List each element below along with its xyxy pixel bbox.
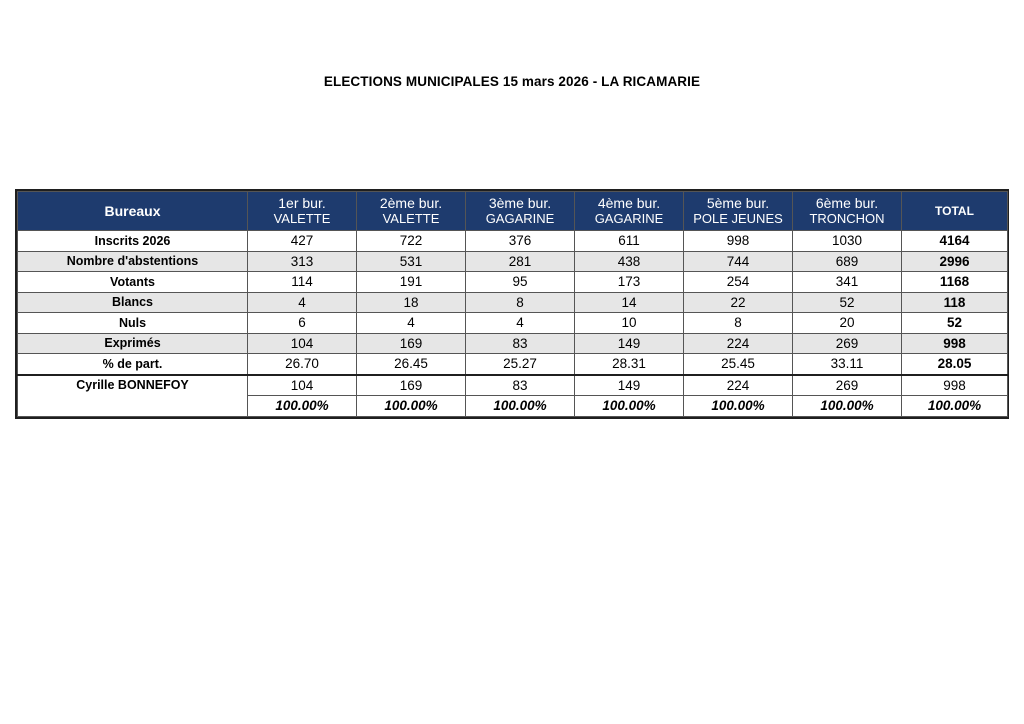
table-cell: 281: [466, 251, 575, 272]
table-cell: 341: [793, 272, 902, 293]
total-cell: 1168: [902, 272, 1008, 293]
table-cell: 25.45: [684, 354, 793, 375]
table-cell: 313: [248, 251, 357, 272]
table-cell: 26.70: [248, 354, 357, 375]
header-bureau-3: [466, 192, 575, 231]
table-cell: 100.00%: [575, 396, 684, 417]
table-cell: 4: [357, 313, 466, 334]
table-cell: 18: [357, 292, 466, 313]
bureau-location: VALETTE: [273, 211, 331, 226]
table-cell: 8: [466, 292, 575, 313]
row-nuls: [18, 313, 1008, 334]
table-cell: 95: [466, 272, 575, 293]
table-cell: 254: [684, 272, 793, 293]
table-cell: 100.00%: [357, 396, 466, 417]
total-cell: 998: [902, 375, 1008, 396]
table-cell: 149: [575, 333, 684, 354]
table-cell: 104: [248, 375, 357, 396]
table-cell: 611: [575, 231, 684, 252]
bureau-location: GAGARINE: [594, 211, 664, 226]
bureau-number: 6ème bur.: [815, 195, 879, 211]
table-cell: 100.00%: [793, 396, 902, 417]
table-cell: 26.45: [357, 354, 466, 375]
table-cell: 169: [357, 333, 466, 354]
table-cell: 6: [248, 313, 357, 334]
header-total: TOTAL: [902, 192, 1008, 231]
table-cell: 8: [684, 313, 793, 334]
table-cell: 224: [684, 333, 793, 354]
row-label: Nombre d'abstentions: [18, 251, 248, 272]
table-cell: 14: [575, 292, 684, 313]
total-cell: 2996: [902, 251, 1008, 272]
bureau-number: 4ème bur.: [597, 195, 661, 211]
bureau-location: TRONCHON: [809, 211, 885, 226]
table-cell: 149: [575, 375, 684, 396]
total-cell: 4164: [902, 231, 1008, 252]
row-votants: [18, 272, 1008, 293]
row-participation: [18, 354, 1008, 375]
table-cell: 269: [793, 375, 902, 396]
table-cell: 52: [793, 292, 902, 313]
bureau-location: POLE JEUNES: [693, 211, 783, 226]
bureau-number: 1er bur.: [278, 195, 326, 211]
table-cell: 33.11: [793, 354, 902, 375]
row-label: Inscrits 2026: [18, 231, 248, 252]
table-cell: 427: [248, 231, 357, 252]
row-blancs: [18, 292, 1008, 313]
row-label: Nuls: [18, 313, 248, 334]
table-cell: 744: [684, 251, 793, 272]
row-abstentions: [18, 251, 1008, 272]
total-cell: 118: [902, 292, 1008, 313]
table-cell: 100.00%: [684, 396, 793, 417]
row-label: Votants: [18, 272, 248, 293]
total-cell: 100.00%: [902, 396, 1008, 417]
header-bureaux: Bureaux: [18, 192, 248, 231]
table-cell: 4: [466, 313, 575, 334]
row-candidate-votes: [18, 375, 1008, 396]
table-cell: 689: [793, 251, 902, 272]
row-inscrits: [18, 231, 1008, 252]
bureau-number: 3ème bur.: [488, 195, 552, 211]
table-cell: 531: [357, 251, 466, 272]
header-row: [18, 192, 1008, 231]
bureau-location: VALETTE: [382, 211, 440, 226]
table-cell: 83: [466, 375, 575, 396]
document-title: ELECTIONS MUNICIPALES 15 mars 2026 - LA RICAMARIE: [323, 74, 701, 89]
table-cell: 20: [793, 313, 902, 334]
header-bureau-4: [575, 192, 684, 231]
table-cell: 269: [793, 333, 902, 354]
table-cell: 104: [248, 333, 357, 354]
total-cell: 28.05: [902, 354, 1008, 375]
row-label: Exprimés: [18, 333, 248, 354]
header-bureau-5: [684, 192, 793, 231]
table-cell: 438: [575, 251, 684, 272]
table-cell: 10: [575, 313, 684, 334]
table-cell: 100.00%: [248, 396, 357, 417]
header-bureau-6: [793, 192, 902, 231]
candidate-name: Cyrille BONNEFOY: [18, 375, 248, 417]
header-bureau-1: [248, 192, 357, 231]
table-cell: 224: [684, 375, 793, 396]
results-table-frame: [15, 189, 1009, 419]
row-label: % de part.: [18, 354, 248, 375]
table-cell: 1030: [793, 231, 902, 252]
bureau-number: 5ème bur.: [706, 195, 770, 211]
row-exprimes: [18, 333, 1008, 354]
total-cell: 52: [902, 313, 1008, 334]
table-cell: 722: [357, 231, 466, 252]
table-cell: 28.31: [575, 354, 684, 375]
bureau-location: GAGARINE: [485, 211, 555, 226]
table-cell: 169: [357, 375, 466, 396]
table-cell: 100.00%: [466, 396, 575, 417]
total-cell: 998: [902, 333, 1008, 354]
table-cell: 191: [357, 272, 466, 293]
table-cell: 22: [684, 292, 793, 313]
table-cell: 376: [466, 231, 575, 252]
table-cell: 83: [466, 333, 575, 354]
bureau-number: 2ème bur.: [379, 195, 443, 211]
row-label: Blancs: [18, 292, 248, 313]
table-cell: 4: [248, 292, 357, 313]
table-cell: 173: [575, 272, 684, 293]
header-bureau-2: [357, 192, 466, 231]
table-cell: 998: [684, 231, 793, 252]
table-cell: 114: [248, 272, 357, 293]
results-table: [17, 191, 1008, 417]
table-cell: 25.27: [466, 354, 575, 375]
